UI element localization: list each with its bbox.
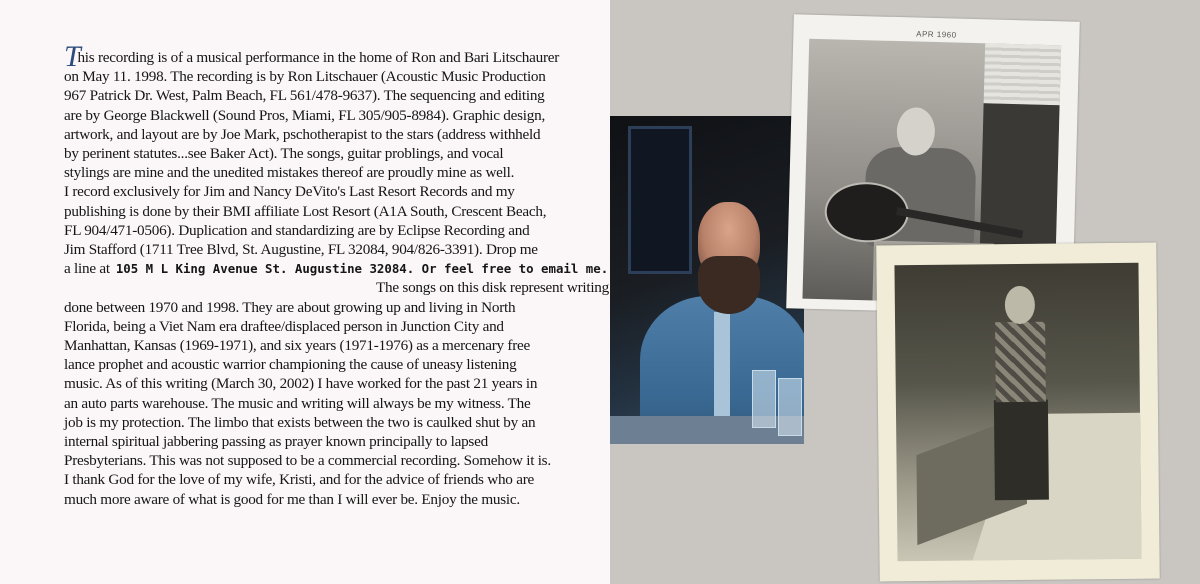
text-line: job is my protection. The limbo that exists between the two is caulked shut by an — [64, 413, 536, 431]
cowboy-kid-photo — [876, 243, 1160, 582]
text-line: artwork, and layout are by Joe Mark, pschotherapist to the stars (address withheld — [64, 125, 541, 143]
beard — [698, 256, 760, 314]
text-line: I record exclusively for Jim and Nancy DeVito's Last Resort Records and my — [64, 183, 515, 201]
text-line-1 — [64, 40, 604, 73]
text-line: Presbyterians. This was not supposed to be a commercial recording. Somehow it is. — [64, 452, 551, 470]
text-line: publishing is done by their BMI affiliate Lost Resort (A1A South, Crescent Beach, — [64, 202, 547, 220]
text-line: FL 904/471-0506). Duplication and standardizing are by Eclipse Recording and — [64, 221, 530, 239]
photo-collage-page — [610, 0, 1200, 584]
background-tv — [628, 126, 692, 274]
text-line: music. As of this writing (March 30, 2002) I have worked for the past 21 years in — [64, 375, 538, 393]
kid-legs — [994, 400, 1049, 501]
kid-head — [1005, 286, 1035, 324]
text-line: Jim Stafford (1711 Tree Blvd, St. Augustine, FL 32084, 904/826-3391). Drop me — [64, 241, 538, 259]
contact-line — [64, 259, 609, 278]
text-line: by perinent statutes...see Baker Act). The songs, guitar problings, and vocal — [64, 145, 504, 163]
text-line: Florida, being a Viet Nam era draftee/displaced person in Junction City and — [64, 317, 504, 335]
window-blinds — [984, 43, 1062, 105]
kid-plaid-shirt — [995, 322, 1046, 403]
liner-notes-text — [64, 40, 609, 509]
text-line: Manhattan, Kansas (1969-1971), and six years (1971-1976) as a mercenary free — [64, 337, 530, 355]
text-line: done between 1970 and 1998. They are about growing up and living in North — [64, 298, 516, 316]
bearded-man-photo — [610, 116, 804, 444]
cowboy-photo-image — [894, 263, 1141, 562]
dropcap-letter: T — [64, 40, 81, 73]
text-line: an auto parts warehouse. The music and writing will always be my witness. The — [64, 394, 531, 412]
contact-prefix: a line at — [64, 260, 110, 278]
text-line: on May 11. 1998. The recording is by Ron Litschauer (Acoustic Music Production — [64, 68, 546, 86]
text-line: I thank God for the love of my wife, Kristi, and for the advice of friends who are — [64, 471, 534, 489]
songs-intro-line: The songs on this disk represent writing — [376, 279, 609, 297]
contact-address: 105 M L King Avenue St. Augustine 32084. Or feel free to email me. — [115, 261, 609, 277]
photo-date-stamp: APR 1960 — [916, 29, 957, 40]
drinking-glass — [778, 378, 802, 436]
text-line: internal spiritual jabbering passing as prayer known principally to lapsed — [64, 433, 488, 451]
text-line: stylings are mine and the unedited mistakes thereof are proudly mine as well. — [64, 164, 515, 182]
text-line: much more aware of what is good for me than I will ever be. Enjoy the music. — [64, 490, 520, 508]
tie — [714, 312, 730, 422]
drinking-glass — [752, 370, 776, 428]
text-line-1-body: his recording is of a musical performance in the home of Ron and Bari Litschaurer — [77, 49, 560, 66]
text-line: lance prophet and acoustic warrior championing the cause of uneasy listening — [64, 356, 517, 374]
text-line: are by George Blackwell (Sound Pros, Miami, FL 305/905-8984). Graphic design, — [64, 106, 546, 124]
text-line: 967 Patrick Dr. West, Palm Beach, FL 561/478-9637). The sequencing and editing — [64, 87, 545, 105]
